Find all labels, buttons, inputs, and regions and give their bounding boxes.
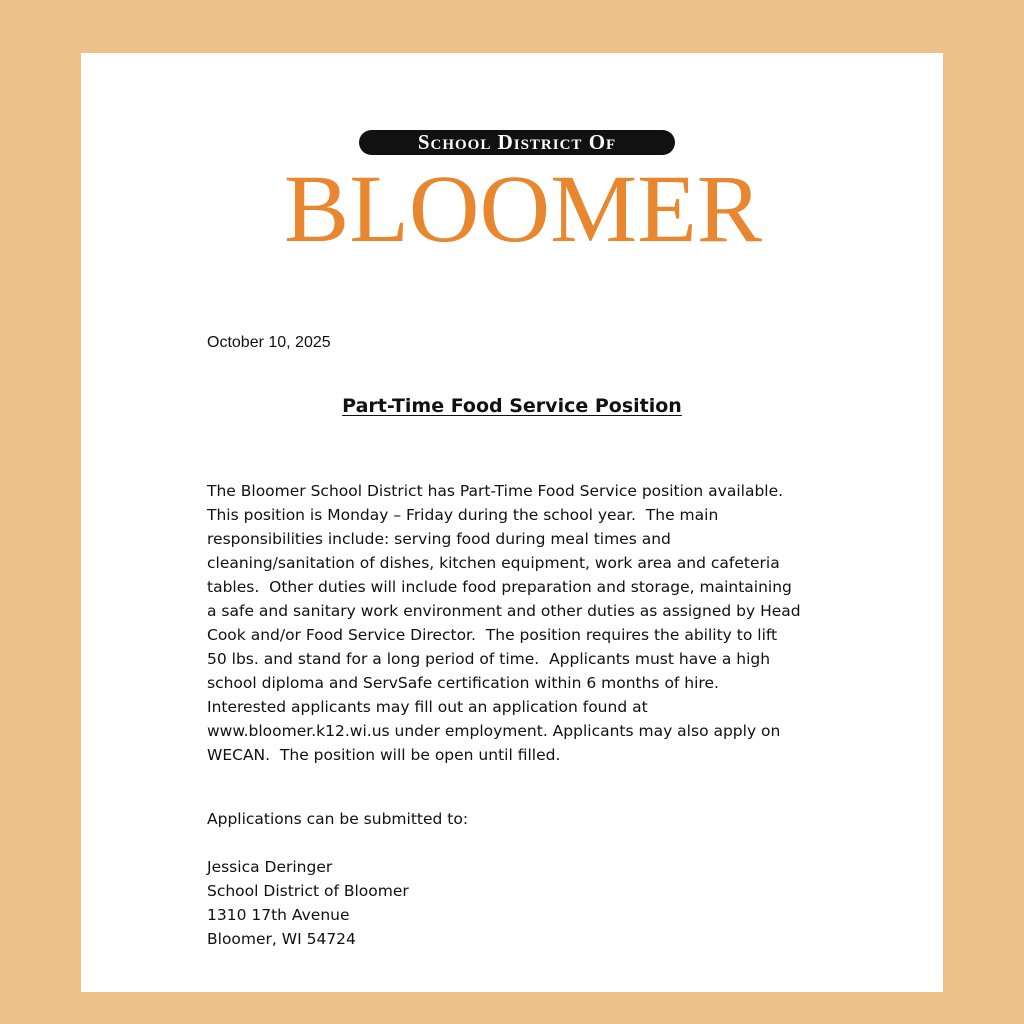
body-line: Interested applicants may fill out an application found at [207,698,648,716]
body-line: responsibilities include: serving food during meal times and [207,530,671,548]
body-line: This position is Monday – Friday during the school year. The main [207,506,719,524]
letter-body [207,479,801,767]
body-line: tables. Other duties will include food preparation and storage, maintaining [207,578,792,596]
address-organization: School District of Bloomer [207,882,409,900]
address-city-state-zip: Bloomer, WI 54724 [207,930,356,948]
body-line: cleaning/sanitation of dishes, kitchen equipment, work area and cafeteria [207,554,780,572]
body-line: The Bloomer School District has Part-Time Food Service position available. [207,482,784,500]
submit-label: Applications can be submitted to: [207,810,469,828]
mailing-address [207,855,409,951]
district-logo [281,127,765,249]
body-line: school diploma and ServSafe certification within 6 months of hire. [207,674,719,692]
body-line: Cook and/or Food Service Director. The position requires the ability to lift [207,626,778,644]
letter-date: October 10, 2025 [207,334,331,351]
body-line: a safe and sanitary work environment and other duties as assigned by Head [207,602,801,620]
body-line: 50 lbs. and stand for a long period of time. Applicants must have a high [207,650,771,668]
body-line-website: www.bloomer.k12.wi.us under employment. Applicants may also apply on [207,722,781,740]
body-line: WECAN. The position will be open until filled. [207,746,561,764]
logo-wordmark [281,141,765,251]
logo-wordmark-text: BLOOMER [284,155,762,251]
letter-page [81,53,943,992]
page-title: Part-Time Food Service Position [342,395,682,417]
logo-banner: School District Of [359,130,675,155]
address-street: 1310 17th Avenue [207,906,350,924]
address-contact-name: Jessica Deringer [207,858,333,876]
